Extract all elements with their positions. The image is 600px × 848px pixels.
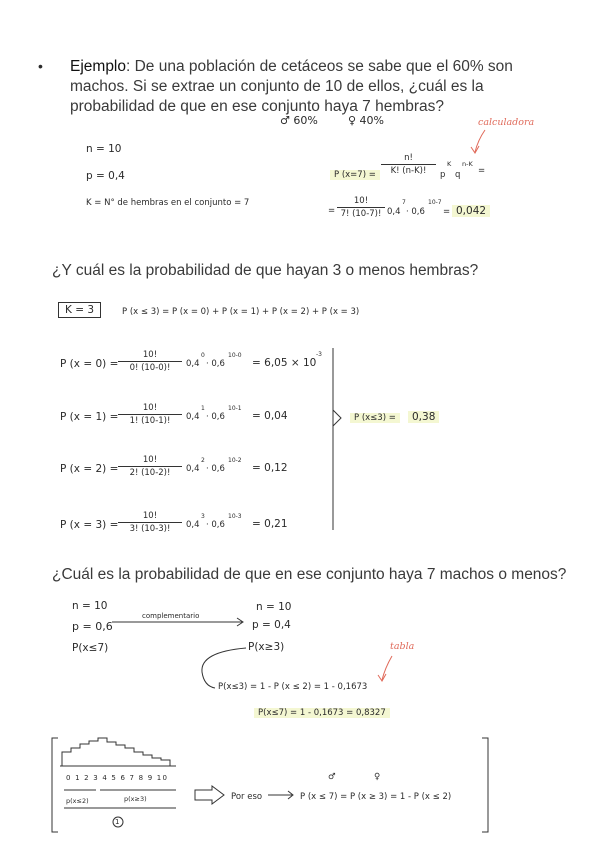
sub-p: 0,4 xyxy=(387,207,401,217)
complement-line-1: P(x≤3) = 1 - P (x ≤ 2) = 1 - 0,1673 xyxy=(218,682,368,692)
row-p-exp: 3 xyxy=(201,513,205,520)
sub-q: · 0,6 xyxy=(406,207,425,217)
row-p: 0,4 xyxy=(186,359,200,369)
left-brace-label: p(x≤2) xyxy=(66,797,89,805)
por-eso-arrow xyxy=(195,786,224,804)
example-text: : De una población de cetáceos se sabe que el 60% son machos. Si se extrae un conjunto de 10 de ellos, ¿cuál es la probabilidad de que en ese conjunto haya 7 hembras? xyxy=(70,58,513,115)
table-arrow xyxy=(382,656,392,680)
final-female-symbol: ♀ xyxy=(374,772,381,782)
question-3: ¿Cuál es la probabilidad de que en ese conjunto haya 7 machos o menos? xyxy=(52,566,567,583)
p-left: p = 0,6 xyxy=(72,620,113,633)
row-lhs: P (x = 2) = xyxy=(60,463,119,475)
complement-label: complementario xyxy=(142,612,200,620)
row-numerator: 10! xyxy=(118,455,182,467)
sub-exp1: 7 xyxy=(402,199,406,206)
k-definition: K = N° de hembras en el conjunto = 7 xyxy=(86,198,250,208)
formula-numerator: n! xyxy=(381,153,436,165)
row-lhs: P (x = 0) = xyxy=(60,358,119,370)
formula-exp-k: K xyxy=(447,160,452,168)
circle-mark xyxy=(113,817,123,827)
axis-ticks: 0 1 2 3 4 5 6 7 8 9 10 xyxy=(66,774,169,782)
formula-p: p xyxy=(440,170,446,180)
female-percentage: ♀ 40% xyxy=(348,114,385,127)
row-result-exp: -3 xyxy=(316,351,322,358)
sub-equals: = xyxy=(328,206,336,216)
row-q-exp: 10-0 xyxy=(228,352,242,359)
final-equation: P (x ≤ 7) = P (x ≥ 3) = 1 - P (x ≤ 2) xyxy=(300,792,452,802)
n-left: n = 10 xyxy=(72,600,108,612)
p-right: p = 0,4 xyxy=(252,619,291,631)
left-bracket xyxy=(52,738,58,832)
total-lhs: P (x≤3) = xyxy=(350,413,400,423)
row-q-exp: 10-1 xyxy=(228,405,242,412)
row-denominator: 3! (10-3)! xyxy=(129,524,171,534)
row-denominator: 0! (10-0)! xyxy=(129,363,171,373)
row-result: = 0,12 xyxy=(252,462,288,474)
calc-arrow xyxy=(475,130,485,152)
sub-denominator: 7! (10-7)! xyxy=(340,209,382,219)
row-p: 0,4 xyxy=(186,412,200,422)
row-p-exp: 1 xyxy=(201,405,205,412)
brace-point xyxy=(333,410,341,426)
question-2: ¿Y cuál es la probabilidad de que hayan 3 o menos hembras? xyxy=(52,262,479,279)
sub-numerator: 10! xyxy=(337,196,385,208)
row-numerator: 10! xyxy=(118,403,182,415)
formula-exp-nk: n-K xyxy=(462,160,473,168)
row-q: · 0,6 xyxy=(206,412,225,422)
row-result: = 6,05 × 10 xyxy=(252,357,317,369)
row-lhs: P (x = 1) = xyxy=(60,411,119,423)
complement-line-2: P(x≤7) = 1 - 0,1673 = 0,8327 xyxy=(254,708,390,718)
row-numerator: 10! xyxy=(118,511,182,523)
total-value: 0,38 xyxy=(408,411,439,423)
row-q: · 0,6 xyxy=(206,464,225,474)
row-result: = 0,04 xyxy=(252,410,288,422)
formula-denominator: K! (n-K)! xyxy=(390,166,427,176)
k-box: K = 3 xyxy=(58,302,101,318)
circled-one: 1 xyxy=(115,818,120,826)
histogram xyxy=(62,738,170,766)
row-denominator: 1! (10-1)! xyxy=(129,416,171,426)
por-eso: Por eso xyxy=(231,792,263,802)
row-numerator: 10! xyxy=(118,350,182,362)
table-note: tabla xyxy=(390,641,415,652)
result-part1: 0,042 xyxy=(452,205,490,217)
row-p: 0,4 xyxy=(186,520,200,530)
formula-lhs: P (x=7) = xyxy=(330,170,380,180)
n-right: n = 10 xyxy=(256,601,292,613)
row-p-exp: 2 xyxy=(201,457,205,464)
row-q-exp: 10-2 xyxy=(228,457,242,464)
final-male-symbol: ♂ xyxy=(328,772,336,782)
row-p-exp: 0 xyxy=(201,352,205,359)
example-lead: Ejemplo xyxy=(70,58,126,75)
row-q: · 0,6 xyxy=(206,359,225,369)
calculator-note: calculadora xyxy=(478,117,535,128)
formula-equals: = xyxy=(478,166,486,176)
px7-left: P(x≤7) xyxy=(72,642,109,654)
row-result: = 0,21 xyxy=(252,518,288,530)
right-brace-label: p(x≥3) xyxy=(124,795,147,803)
px3-right: P(x≥3) xyxy=(248,641,285,653)
row-p: 0,4 xyxy=(186,464,200,474)
row-denominator: 2! (10-2)! xyxy=(129,468,171,478)
male-percentage: ♂ 60% xyxy=(280,114,318,127)
n-value: n = 10 xyxy=(86,143,122,155)
sub-equals-2: = xyxy=(443,207,451,217)
formula-q: q xyxy=(455,170,461,180)
row-q: · 0,6 xyxy=(206,520,225,530)
sub-exp2: 10-7 xyxy=(428,199,442,206)
p-value: p = 0,4 xyxy=(86,170,125,182)
right-bracket xyxy=(482,738,488,832)
sum-expression: P (x ≤ 3) = P (x = 0) + P (x = 1) + P (x = 2) + P (x = 3) xyxy=(122,307,360,317)
curve-arrow xyxy=(202,648,246,688)
row-lhs: P (x = 3) = xyxy=(60,519,119,531)
bullet: • xyxy=(38,58,43,74)
row-q-exp: 10-3 xyxy=(228,513,242,520)
